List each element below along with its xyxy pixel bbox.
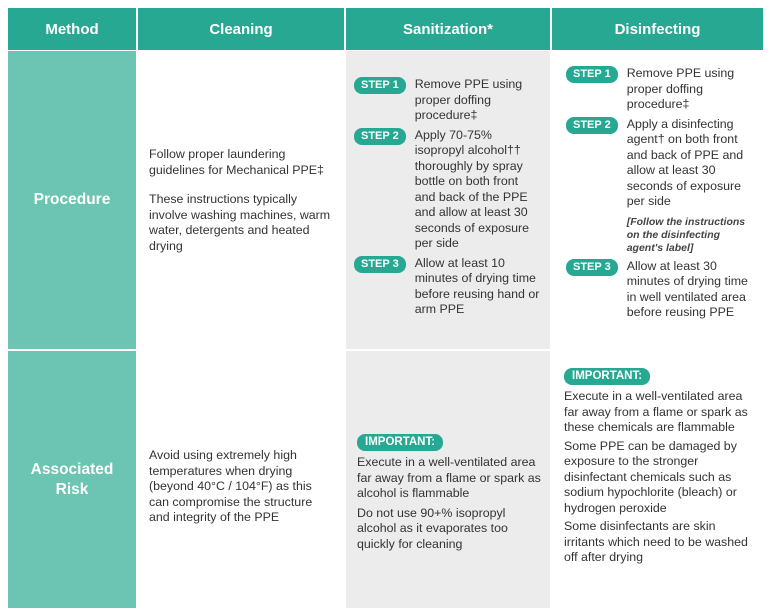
important-badge: IMPORTANT: [357, 434, 443, 451]
step-text: Allow at least 10 minutes of drying time before reusing hand or arm PPE [414, 255, 540, 316]
step-text: Remove PPE using proper doffing procedure‡ [626, 66, 735, 111]
step-badge: STEP 3 [566, 259, 618, 276]
disinfecting-risk-3: Some disinfectants are skin irritants which need to be washed off after drying [564, 519, 748, 564]
step-text: Remove PPE using proper doffing procedure‡ [414, 77, 523, 122]
risk-cleaning-cell [138, 351, 344, 608]
step-text: Apply 70-75% isopropyl alcohol†† thoroughly by spray bottle on both front and back of the PPE and allow at least 30 seconds of exposure per side [414, 127, 530, 250]
step-badge: STEP 1 [354, 77, 406, 94]
disinfecting-risk-1: Execute in a well-ventilated area far away from a flame or spark as these chemicals are flammable [564, 389, 748, 434]
header-cleaning: Cleaning [138, 8, 344, 50]
ppe-cleaning-table [8, 8, 763, 608]
disinfecting-step-1 [566, 66, 755, 113]
header-method: Method [8, 8, 136, 50]
disinfecting-risk-2: Some PPE can be damaged by exposure to the stronger disinfectant chemicals such as sodium hypochlorite (bleach) or hydrogen peroxide [564, 438, 737, 515]
disinfecting-step-3 [566, 259, 755, 321]
cleaning-risk-text: Avoid using extremely high temperatures when drying (beyond 40°C / 104°F) as this can compromise the structure and integrity of the PPE [149, 448, 313, 524]
sanitization-step-2 [354, 128, 542, 252]
header-disinfecting: Disinfecting [552, 8, 763, 50]
procedure-disinfecting-cell [552, 51, 763, 349]
sanitization-step-3 [354, 256, 542, 318]
procedure-sanitization-cell [346, 51, 550, 349]
sanitization-step-1 [354, 77, 542, 124]
step-text: Apply a disinfecting agent† on both front and back of PPE and allow at least 30 seconds of exposure per side [626, 116, 744, 208]
step-badge: STEP 1 [566, 66, 618, 83]
header-sanitization: Sanitization* [346, 8, 550, 50]
procedure-cleaning-cell [138, 51, 344, 349]
sanitization-risk-1: Execute in a well-ventilated area far away from a flame or spark as alcohol is flammable [357, 455, 541, 500]
step-badge: STEP 3 [354, 256, 406, 273]
cleaning-instruction: Follow proper laundering guidelines for Mechanical PPE‡ [149, 147, 324, 177]
risk-disinfecting-cell [552, 351, 763, 608]
step-text: Allow at least 30 minutes of drying time in well ventilated area before reusing PPE [626, 258, 748, 319]
risk-sanitization-cell [346, 351, 550, 608]
sanitization-risk-2: Do not use 90+% isopropyl alcohol as it evaporates too quickly for cleaning [357, 505, 508, 551]
step-badge: STEP 2 [566, 117, 618, 134]
step-badge: STEP 2 [354, 128, 406, 145]
row-label-associated-risk: Associated Risk [8, 351, 136, 608]
cleaning-details: These instructions typically involve washing machines, warm water, detergents and heated drying [149, 192, 331, 253]
disinfecting-step-2 [566, 117, 755, 259]
important-badge: IMPORTANT: [564, 368, 650, 385]
row-label-procedure: Procedure [8, 51, 136, 349]
label-instructions-note: [Follow the instructions on the disinfecting agent's label] [626, 215, 746, 254]
